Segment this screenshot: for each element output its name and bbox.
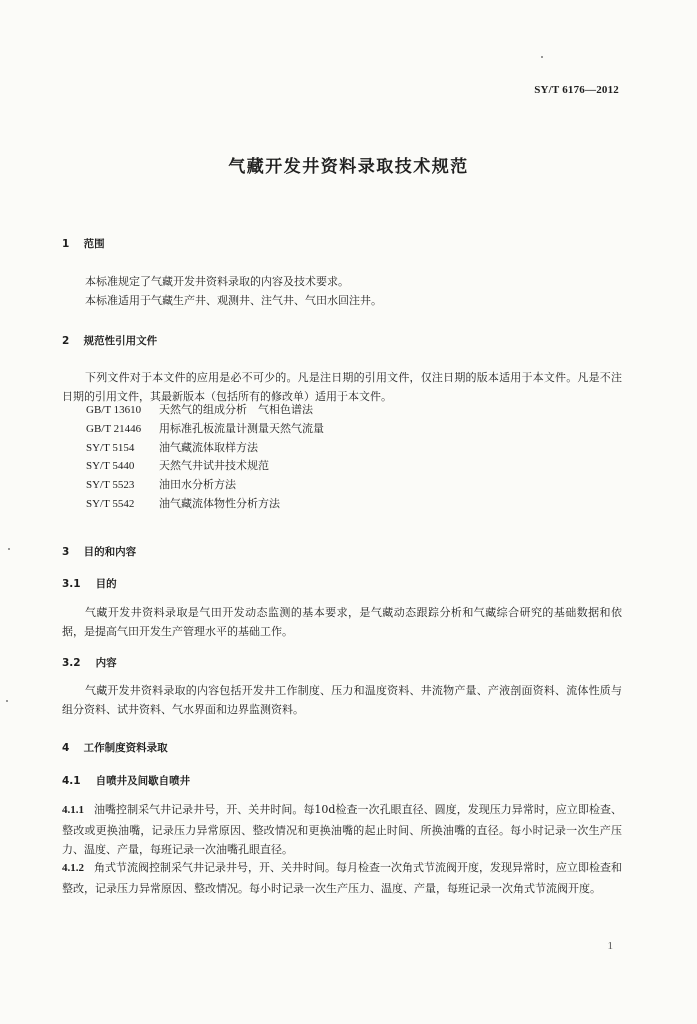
clause-text: 角式节流阀控制采气井记录井号，开、关井时间。每月检查一次角式节流阀开度，发现异常时，应立即检查和整改，记录压力异常原因、整改情况。每小时记录一次生产压力、温度、产量，每班记录一次角式节流阀开度。 — [62, 861, 622, 895]
subsection-3-1-heading — [62, 576, 117, 591]
section-number: 1 — [62, 238, 70, 250]
reference-item — [86, 439, 324, 458]
reference-code: SY/T 5542 — [86, 497, 135, 510]
section-1-heading — [62, 236, 105, 251]
section-number: 3 — [62, 546, 70, 558]
reference-title: 天然气的组成分析 气相色谱法 — [159, 403, 313, 416]
subsection-title: 目的 — [95, 578, 117, 590]
reference-title: 用标准孔板流量计测量天然气流量 — [159, 421, 324, 435]
section-3-heading — [62, 544, 136, 559]
reference-list — [86, 401, 324, 514]
paragraph: 下列文件对于本文件的应用是必不可少的。凡是注日期的引用文件，仅注日期的版本适用于本文件。凡是不注日期的引用文件，其最新版本（包括所有的修改单）适用于本文件。 — [62, 371, 622, 403]
reference-title: 油气藏流体取样方法 — [159, 440, 258, 454]
subsection-number: 3.2 — [62, 657, 81, 669]
page-number: 1 — [607, 940, 613, 952]
reference-code: GB/T 13610 — [86, 404, 142, 416]
document-title: 气藏开发井资料录取技术规范 — [228, 157, 469, 177]
reference-code: SY/T 5523 — [86, 479, 135, 492]
section-4-heading — [62, 740, 168, 755]
reference-title: 油气藏流体物性分析方法 — [159, 496, 280, 510]
subsection-3-2-heading — [62, 655, 117, 670]
clause-4-1-2 — [62, 858, 622, 898]
section-number: 2 — [62, 335, 70, 347]
reference-item — [86, 495, 324, 514]
standard-code: SY/T 6176—2012 — [534, 84, 619, 96]
reference-item — [86, 457, 324, 476]
subsection-number: 3.1 — [62, 578, 81, 590]
section-title: 规范性引用文件 — [83, 335, 158, 347]
section-title: 目的和内容 — [83, 546, 137, 558]
paragraph: 本标准适用于气藏生产井、观测井、注气井、气田水回注井。 — [85, 294, 382, 307]
reference-item — [86, 401, 324, 420]
scan-speck — [8, 548, 10, 550]
reference-title: 油田水分析方法 — [159, 478, 236, 492]
subsection-4-1-heading — [62, 773, 190, 788]
section-2-heading — [62, 333, 157, 348]
section-title: 工作制度资料录取 — [83, 742, 168, 754]
paragraph: 气藏开发井资料录取的内容包括开发井工作制度、压力和温度资料、井流物产量、产液剖面资料、流体性质与组分资料、试井资料、气水界面和边界监测资料。 — [62, 684, 622, 716]
clause-number: 4.1.2 — [62, 862, 84, 874]
subsection-number: 4.1 — [62, 775, 81, 787]
clause-4-1-1 — [62, 800, 622, 860]
subsection-title: 内容 — [95, 657, 117, 669]
reference-code: SY/T 5154 — [86, 441, 135, 454]
reference-code: SY/T 5440 — [86, 460, 135, 473]
reference-item — [86, 420, 324, 439]
scan-speck — [6, 700, 8, 702]
section-title: 范围 — [83, 238, 105, 250]
reference-item — [86, 476, 324, 495]
scan-speck — [541, 56, 543, 58]
reference-code: GB/T 21446 — [86, 422, 142, 435]
clause-number: 4.1.1 — [62, 804, 84, 816]
paragraph: 本标准规定了气藏开发井资料录取的内容及技术要求。 — [85, 275, 349, 288]
reference-title: 天然气井试井技术规范 — [159, 459, 269, 473]
section-number: 4 — [62, 742, 70, 754]
paragraph: 气藏开发井资料录取是气田开发动态监测的基本要求，是气藏动态跟踪分析和气藏综合研究的基础数据和依据，是提高气田开发生产管理水平的基础工作。 — [62, 606, 622, 638]
clause-text: 油嘴控制采气井记录井号，开、关井时间。每10d检查一次孔眼直径、圆度，发现压力异常时，应立即检查、整改或更换油嘴，记录压力异常原因、整改情况和更换油嘴的起止时间、所换油嘴的直径。每小时记录一次生产压力、温度、产量，每班记录一次油嘴孔眼直径。 — [62, 803, 622, 856]
subsection-title: 自喷井及间歇自喷井 — [95, 775, 191, 787]
